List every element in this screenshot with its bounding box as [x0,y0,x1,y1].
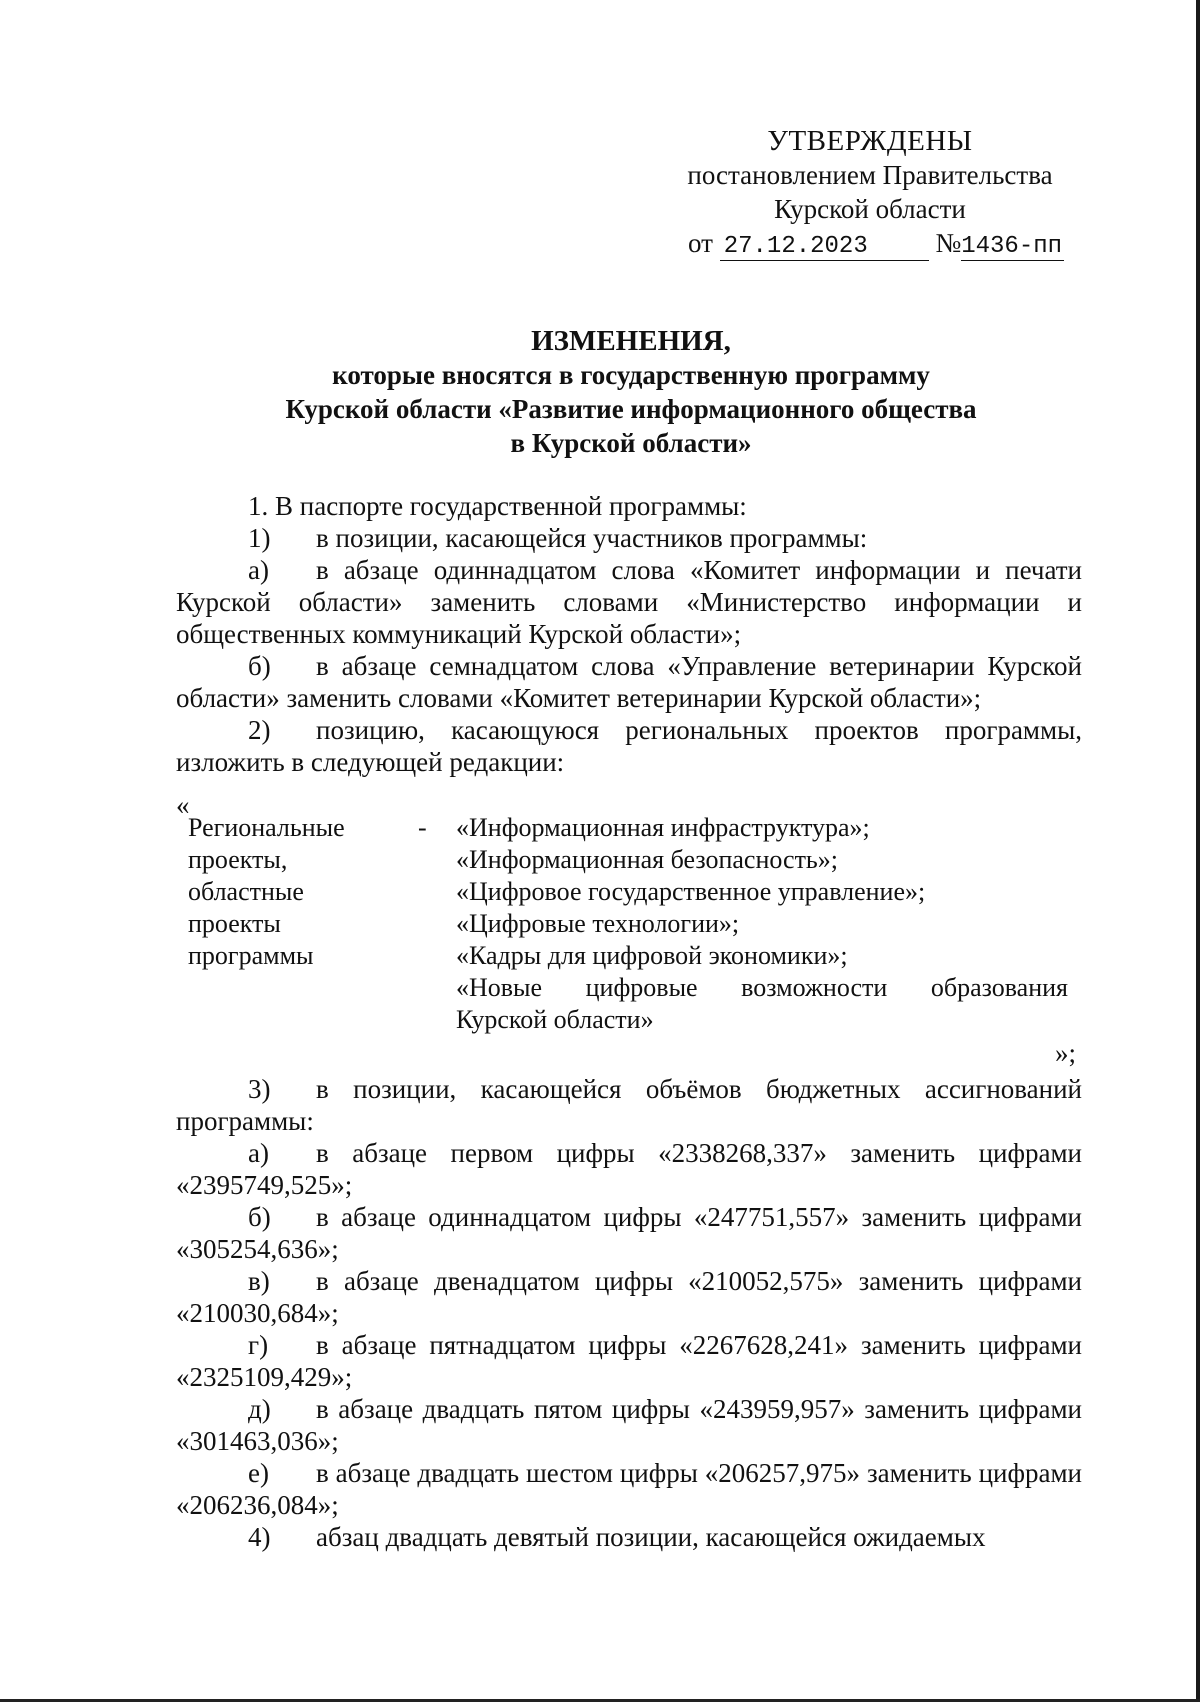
item-3g-text: в абзаце пятнадцатом цифры «2267628,241» заменить цифрами «2325109,429»; [176,1330,1082,1392]
approval-number: 1436-пп [961,233,1063,260]
project-item: «Информационная инфраструктура»; [456,813,870,842]
item-3a [176,1137,1082,1201]
item-3e-text: в абзаце двадцать шестом цифры «206257,975» заменить цифрами «206236,084»; [176,1458,1082,1520]
approval-date: 27.12.2023 [720,234,929,261]
project-item: «Новые цифровые возможности образования [456,973,1068,1002]
item-3v [176,1265,1082,1329]
table-dash: - [418,813,427,842]
item-3-text: в позиции, касающейся объёмов бюджетных ассигнований программы: [176,1074,1082,1136]
item-2-text: позицию, касающуюся региональных проектов программы, изложить в следующей редакции: [176,715,1082,777]
project-item: «Цифровое государственное управление»; [456,877,926,906]
project-item: «Кадры для цифровой экономики»; [456,941,848,970]
item-3a-text: в абзаце первом цифры «2338268,337» заменить цифрами «2395749,525»; [176,1138,1082,1200]
title-line-2: которые вносятся в государственную программу [332,360,930,390]
item-1b-text: в абзаце семнадцатом слова «Управление ветеринарии Курской области» заменить словами «Комитет ветеринарии Курской области»; [176,651,1082,713]
approval-region: Курской области [774,194,966,224]
title-line-4: в Курской области» [510,428,752,458]
project-item: «Цифровые технологии»; [456,909,740,938]
approval-heading: УТВЕРЖДЕНЫ [767,125,973,157]
document-title [176,324,1086,460]
item-3b-marker: б) [248,1202,271,1232]
project-item: «Информационная безопасность»; [456,845,839,874]
item-3g [176,1329,1082,1393]
projects-list-cell [456,812,1068,1036]
date-prefix: от [688,228,713,258]
label-line: областные [188,877,304,906]
item-1b [176,650,1082,714]
item-4 [176,1521,1082,1553]
label-line: проекты [188,909,281,938]
projects-label-cell [188,812,378,972]
quote-close: »; [1055,1038,1077,1068]
approval-block [660,124,1080,261]
label-line: проекты, [188,845,288,874]
item-3d-marker: д) [248,1394,271,1424]
approval-authority: постановлением Правительства [687,160,1053,190]
title-line-1: ИЗМЕНЕНИЯ, [531,325,731,357]
item-3v-marker: в) [248,1266,270,1296]
number-prefix: № [935,228,962,258]
label-line: Региональные [188,813,345,842]
section-1 [176,490,1082,778]
section-3 [176,1073,1082,1553]
item-3-marker: 3) [248,1074,271,1104]
item-1b-marker: б) [248,651,271,681]
item-1-marker: 1) [248,523,271,553]
item-3b-text: в абзаце одиннадцатом цифры «247751,557» заменить цифрами «305254,636»; [176,1202,1082,1264]
item-3e-marker: е) [248,1458,269,1488]
item-3 [176,1073,1082,1137]
approval-date-line [660,226,1080,261]
quote-open: « [176,790,190,820]
item-3d [176,1393,1082,1457]
item-2 [176,714,1082,778]
item-3e [176,1457,1082,1521]
item-3g-marker: г) [248,1330,269,1360]
item-3b [176,1201,1082,1265]
item-1a-text: в абзаце одиннадцатом слова «Комитет информации и печати Курской области» заменить словами «Министерство информации и общественных коммуникаций Курской области»; [176,555,1082,649]
item-3d-text: в абзаце двадцать пятом цифры «243959,957» заменить цифрами «301463,036»; [176,1394,1082,1456]
item-2-marker: 2) [248,715,271,745]
item-4-marker: 4) [248,1522,271,1552]
item-1a-marker: а) [248,555,269,585]
item-1a [176,554,1082,650]
title-line-3: Курской области «Развитие информационного общества [285,394,977,424]
item-1-text: в позиции, касающейся участников программы: [316,523,868,553]
label-line: программы [188,941,314,970]
item-3a-marker: а) [248,1138,269,1168]
item-4-text: абзац двадцать девятый позиции, касающейся ожидаемых [316,1522,986,1552]
section-1-intro: 1. В паспорте государственной программы: [248,491,747,521]
item-3v-text: в абзаце двенадцатом цифры «210052,575» заменить цифрами «210030,684»; [176,1266,1082,1328]
project-item-continuation: Курской области» [456,1005,654,1034]
item-1 [176,522,1082,554]
page-edge [1196,0,1200,1702]
